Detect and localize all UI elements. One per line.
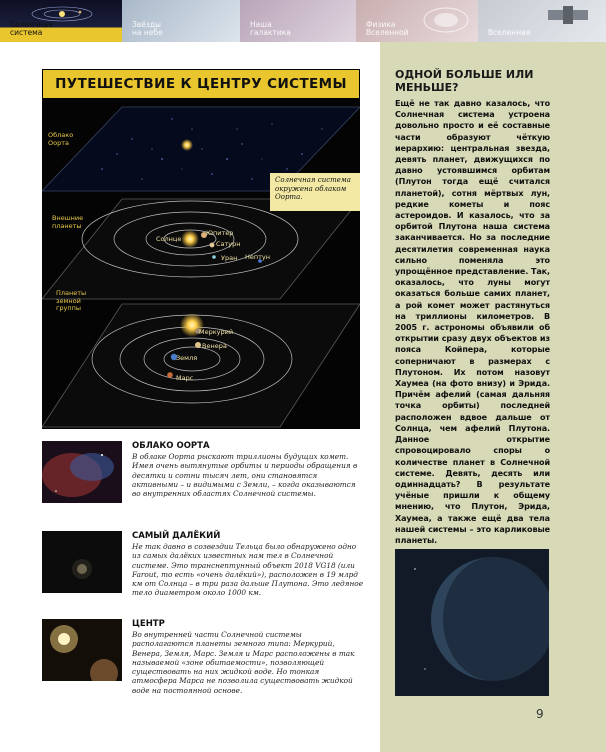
- outer-layer-plane: [42, 199, 360, 299]
- farout-photo: [42, 531, 122, 593]
- earth-label: Земля: [176, 354, 198, 362]
- solar-system-diagram: [42, 69, 360, 429]
- nav-tab-solar-system[interactable]: [0, 0, 122, 42]
- nav-tab-label: Солнечная система: [10, 20, 53, 37]
- oort-cloud-photo: [42, 441, 122, 503]
- diagram-illustration: [42, 99, 360, 429]
- nav-tab-physics[interactable]: [356, 0, 478, 42]
- nav-tab-universe[interactable]: [478, 0, 606, 42]
- section-text: Не так давно в созвездии Тельца было обнаружено одно из самых далёких известных нам тел в Солнечной системе. Это транснептунный объект 2018 VG18 (или Farout, то есть «очень далёкий»), расположен в 19 млрд км от Солнца – в три раза дальше Плутона. Это ледяное тело диаметром около 1000 км.: [132, 542, 364, 598]
- neptune-label: Нептун: [245, 253, 271, 261]
- oort-callout: Солнечная система окружена облаком Оорта.: [270, 173, 360, 211]
- inner-layer-label: Планеты земной группы: [56, 289, 87, 312]
- jupiter-label: Юпитер: [206, 229, 234, 237]
- inner-system-photo: [42, 619, 122, 681]
- uranus-label: Уран: [221, 254, 238, 262]
- outer-layer-label: Внешние планеты: [52, 214, 84, 230]
- venus-label: Венера: [202, 342, 227, 350]
- mars-icon: [167, 372, 173, 378]
- section-heading: ОБЛАКО ООРТА: [132, 441, 210, 451]
- section-heading: САМЫЙ ДАЛЁКИЙ: [132, 531, 221, 541]
- mars-label: Марс: [176, 374, 194, 382]
- section-nav: [0, 0, 606, 42]
- mercury-label: Меркурий: [199, 328, 234, 336]
- sidebar-title: ОДНОЙ БОЛЬШЕ ИЛИ МЕНЬШЕ?: [395, 68, 534, 94]
- section-text: Во внутренней части Солнечной системы располагаются планеты земного типа: Меркурий, Венера, Земля, Марс. Земля и Марс расположены в так называемой «зоне обитаемости», позволяющей существовать на них жидкой воде. Но тонкая атмосфера Марса не позволила существовать жидкой воде на постоянной основе.: [132, 630, 355, 695]
- saturn-label: Сатурн: [216, 240, 241, 248]
- diagram-title: ПУТЕШЕСТВИЕ К ЦЕНТРУ СИСТЕМЫ: [42, 69, 360, 99]
- sun-label: Солнце: [156, 235, 182, 243]
- sidebar-text: Ещё не так давно казалось, что Солнечная система устроена довольно просто и её составные части образуют чёткую иерархию: центральная звезда, девять планет, движущихся по давно устоявшимся орбитам (Плутон тогда ещё считался планетой), сотня мёртвых лун, редкие кометы и пояс астероидов. И казалось, что за орбитой Плутона наша система заканчивается. Но за последние десятилетия современная наука сильно поменяла это упрощённое представление. Так, оказалось, что луны могут оказаться больше самих планет, а рой комет может растянуться на триллионы километров. В 2005 г. астрономы объявили об открытии сразу двух объектов из пояса Койпера, которые соперничают в размерах с Плутоном. Их потом назовут Хаумеа (на фото внизу) и Эрида. Причём афелий (самая дальняя точка орбиты) последней расположен вдвое дальше от Солнца, чем афелий Плутона. Данное открытие спровоцировало споры о количестве планет в Солнечной системе. Девять, десять или одиннадцать? В результате учёные пришли к общему мнению, что Плутон, Эрида, Хаумеа, а также ещё два тела нашей системы – это карликовые планеты.: [395, 99, 550, 545]
- uranus-icon: [212, 255, 216, 259]
- nav-tab-label: Вселенная: [488, 28, 531, 37]
- nav-tab-label: Физика Вселенной: [366, 20, 409, 37]
- sun-icon: [181, 230, 199, 248]
- section-text: В облаке Оорта рыскают триллионы будущих комет. Имея очень вытянутые орбиты и периоды обращения в десятки и сотни тысяч лет, они становятся активными – и видимыми с Земли, – когда оказываются во внутренних областях Солнечной системы.: [132, 452, 358, 499]
- page-number: 9: [536, 707, 544, 721]
- haumea-photo: [395, 549, 549, 696]
- venus-icon: [195, 342, 201, 348]
- nav-tab-label: Звёзды на небе: [132, 20, 163, 37]
- nav-tab-galaxy[interactable]: [240, 0, 356, 42]
- saturn-icon: [210, 243, 215, 248]
- oort-layer-label: Облако Оорта: [48, 131, 74, 147]
- nav-tab-label: Наша галактика: [250, 20, 291, 37]
- section-heading: ЦЕНТР: [132, 619, 165, 629]
- nav-tab-stars[interactable]: [122, 0, 240, 42]
